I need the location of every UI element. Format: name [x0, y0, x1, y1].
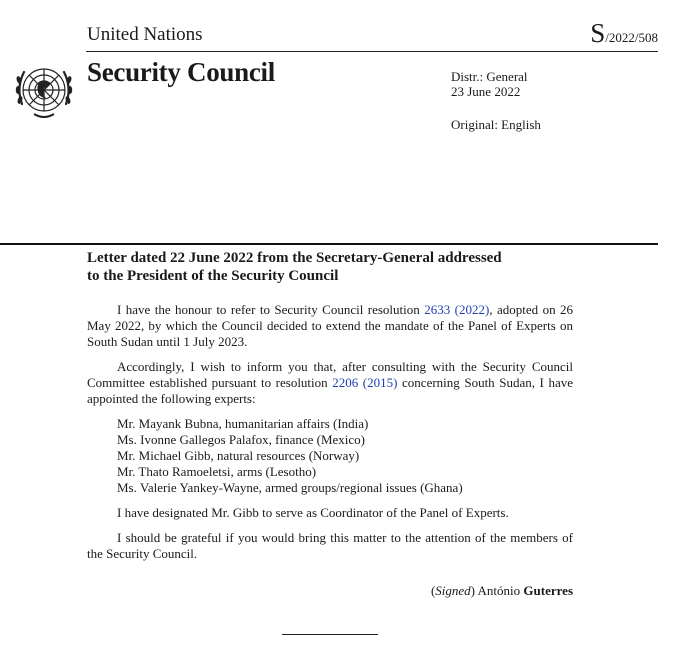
expert-item: Ms. Ivonne Gallegos Palafox, finance (Mexico): [117, 432, 366, 447]
paragraph-4: I should be grateful if you would bring this matter to the attention of the members of the Security Council.: [87, 530, 573, 561]
expert-item: Ms. Valerie Yankey-Wayne, armed groups/regional issues (Ghana): [117, 480, 463, 495]
document-date: 23 June 2022: [451, 84, 521, 99]
paragraph-2-text-a: Accordingly, I wish to inform you that, after consulting with the Security Council Committee established pursuant to resolution: [87, 359, 573, 390]
paragraph-2: [87, 359, 573, 407]
header-rule: [86, 51, 658, 52]
expert-item: Mr. Mayank Bubna, humanitarian affairs (India): [117, 416, 369, 431]
experts-list: [87, 416, 573, 496]
signed-label: Signed: [435, 583, 471, 598]
symbol-suffix: /2022/508: [605, 30, 658, 45]
document-symbol: [590, 18, 658, 49]
letter-title-line2: to the President of the Security Council: [87, 268, 339, 284]
organization-name: United Nations: [87, 24, 203, 45]
original-language: Original: English: [451, 117, 541, 132]
paragraph-3: I have designated Mr. Gibb to serve as Coordinator of the Panel of Experts.: [117, 505, 509, 520]
paragraph-1-text-b: , adopted on 26 May 2022, by which the Council decided to extend the mandate of the Panel of Experts on South Sudan until 1 July 2023.: [87, 302, 574, 349]
signatory-first-name: António: [477, 583, 521, 598]
resolution-2206-link[interactable]: 2206 (2015): [332, 375, 398, 390]
letter-title: [87, 249, 577, 285]
signature-line: (Signed) António Guterres: [430, 583, 573, 598]
council-title: Security Council: [87, 57, 275, 87]
letter-title-line1: Letter dated 22 June 2022 from the Secretary-General addressed: [87, 250, 502, 266]
paragraph-1: [87, 302, 573, 350]
expert-item: Mr. Thato Ramoeletsi, arms (Lesotho): [117, 464, 317, 479]
document-meta: [451, 69, 541, 132]
section-rule: [0, 243, 658, 245]
resolution-2633-link[interactable]: 2633 (2022): [424, 302, 490, 317]
symbol-prefix: S: [590, 18, 606, 48]
footer-rule: [282, 634, 378, 635]
signatory-last-name: Guterres: [523, 583, 573, 598]
distribution: Distr.: General: [451, 69, 528, 84]
letter-body: [87, 302, 573, 571]
paragraph-2-text-b: concerning South Sudan, I have appointed the following experts:: [87, 375, 573, 406]
un-emblem-icon: [12, 58, 76, 122]
expert-item: Mr. Michael Gibb, natural resources (Norway): [117, 448, 360, 463]
paragraph-1-text-a: I have the honour to refer to Security Council resolution: [117, 302, 425, 317]
